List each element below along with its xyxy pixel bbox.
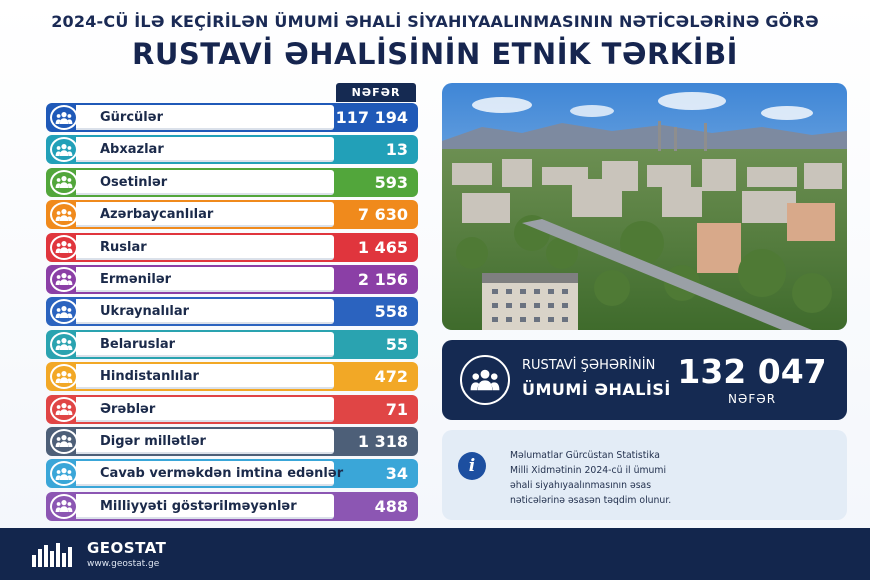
people-group-icon <box>50 267 78 292</box>
table-row <box>46 330 418 359</box>
people-group-icon <box>50 364 78 389</box>
info-line: əhali siyahıyaalınmasının əsas <box>510 480 652 491</box>
table-row <box>46 233 418 262</box>
row-value: 71 <box>385 399 408 419</box>
total-label-line2: ÜMUMİ ƏHALİSİ <box>522 380 671 399</box>
row-value: 558 <box>374 302 408 322</box>
row-value: 7 630 <box>357 205 408 225</box>
people-group-icon <box>50 429 78 454</box>
info-text <box>510 448 720 508</box>
row-value: 1 465 <box>357 237 408 257</box>
row-label: Ruslar <box>100 239 147 255</box>
people-group-icon <box>50 332 78 357</box>
row-label: Cavab verməkdən imtina edənlər <box>100 466 344 482</box>
row-label: Hindistanlılar <box>100 369 199 385</box>
row-label: Gürcülər <box>100 110 163 125</box>
table-row <box>46 492 418 521</box>
info-line: Məlumatlar Gürcüstan Statistika <box>510 450 660 461</box>
table-row <box>46 459 418 488</box>
header-subtitle: 2024-CÜ İLƏ KEÇİRİLƏN ÜMUMİ ƏHALİ SİYAHIYAALINMASININ NƏTİCƏLƏRİNƏ GÖRƏ <box>51 12 819 31</box>
row-value: 1 318 <box>357 431 408 451</box>
people-group-icon <box>50 494 78 519</box>
row-label: Ukraynalılar <box>100 304 190 320</box>
table-row <box>46 265 418 294</box>
info-line: Milli Xidmətinin 2024-cü il ümumi <box>510 465 667 476</box>
row-label: Azərbaycanlılar <box>100 207 214 223</box>
table-row <box>46 103 418 132</box>
column-header: NƏFƏR <box>336 83 416 102</box>
table-row <box>46 427 418 456</box>
footer-brand: GEOSTAT <box>87 539 167 557</box>
total-label-line1: RUSTAVİ ŞƏHƏRİNİN <box>522 358 656 373</box>
table-row <box>46 168 418 197</box>
row-label: Ərəblər <box>100 401 156 417</box>
people-group-icon <box>460 355 510 405</box>
page-title: RUSTAVİ ƏHALİSİNİN ETNİK TƏRKİBİ <box>132 37 738 71</box>
row-label: Milliyyəti göstərilməyənlər <box>100 498 297 514</box>
bar-chart-logo-icon <box>32 541 74 571</box>
people-group-icon <box>50 235 78 260</box>
row-value: 34 <box>385 464 408 484</box>
table-row <box>46 395 418 424</box>
row-label: Ermənilər <box>100 271 172 287</box>
table-row <box>46 297 418 326</box>
row-value: 472 <box>374 367 408 387</box>
table-row <box>46 135 418 164</box>
total-value: 132 047 <box>677 352 827 391</box>
info-icon: i <box>458 452 486 480</box>
total-population-box <box>442 340 847 420</box>
ethnic-table <box>46 103 418 524</box>
row-value: 117 194 <box>335 108 408 127</box>
row-value: 55 <box>385 334 408 354</box>
people-group-icon <box>50 397 78 422</box>
row-value: 2 156 <box>357 269 408 289</box>
total-unit: NƏFƏR <box>727 392 777 406</box>
row-label: Digər millətlər <box>100 433 206 449</box>
people-group-icon <box>50 105 78 130</box>
info-box <box>442 430 847 520</box>
people-group-icon <box>50 170 78 195</box>
row-label: Abxazlar <box>100 142 164 158</box>
people-group-icon <box>50 202 78 227</box>
footer <box>0 528 870 580</box>
city-photo <box>442 83 847 330</box>
table-row <box>46 362 418 391</box>
row-value: 13 <box>385 140 408 160</box>
footer-url[interactable]: www.geostat.ge <box>87 559 160 569</box>
info-line: nəticələrinə əsasən təqdim olunur. <box>510 495 672 506</box>
table-row <box>46 200 418 229</box>
row-value: 488 <box>374 496 408 516</box>
row-label: Osetinlər <box>100 174 168 190</box>
row-value: 593 <box>374 172 408 192</box>
row-label: Belaruslar <box>100 336 175 352</box>
